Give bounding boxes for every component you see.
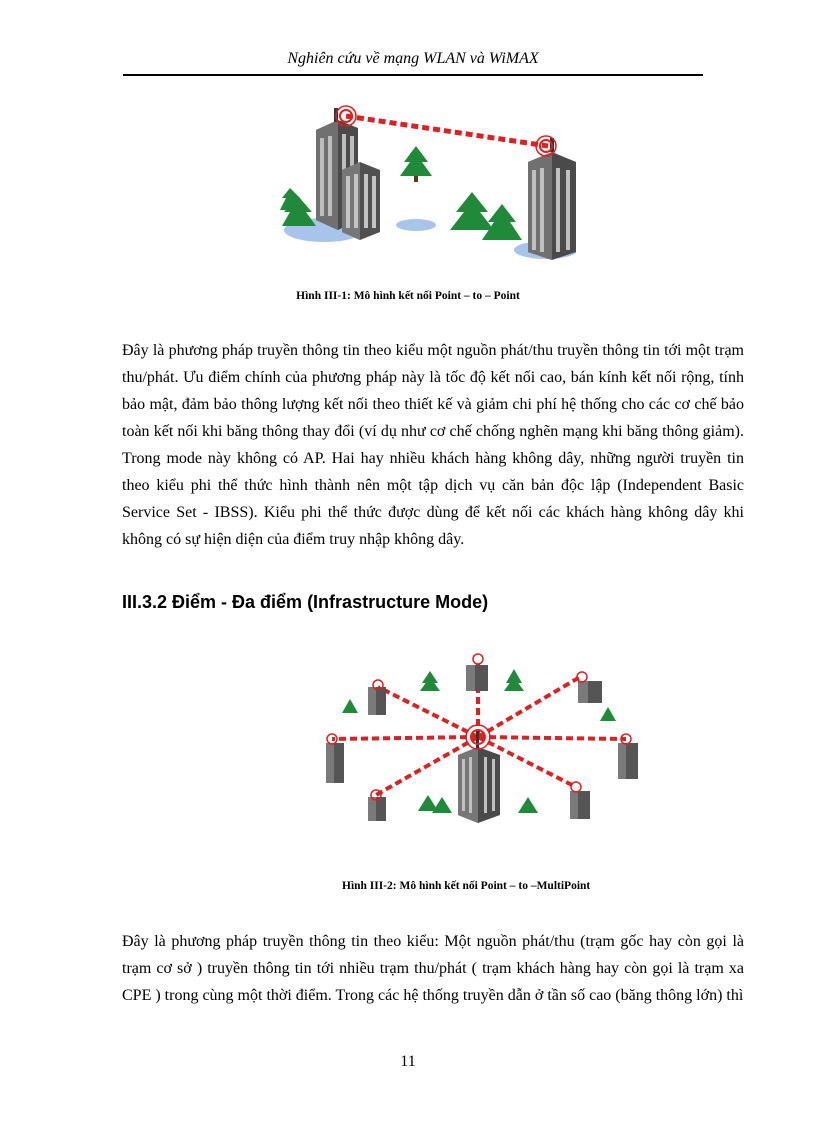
client-building	[326, 734, 344, 783]
tree-icon	[450, 192, 522, 240]
header-divider	[123, 74, 703, 76]
base-station-building	[458, 725, 500, 823]
client-building	[368, 680, 386, 715]
building-right	[528, 152, 576, 260]
page-header-title: Nghiên cứu về mạng WLAN và WiMAX	[287, 50, 539, 67]
body-paragraph-1: Đây là phương pháp truyền thông tin theo kiểu một nguồn phát/thu truyền thông tin tới một trạm thu/phát. Ưu điểm chính của phương pháp này là tốc độ kết nối cao, bán kính kết nối rộng, tính bảo mật, đảm bảo thông lượng kết nối theo thiết kế và giảm chi phí hệ thống cho các cơ chế bảo toàn kết nối khi băng thông thay đổi (ví dụ như cơ chế chống nghẽn mạng khi băng thông giảm). Trong mode này không có AP. Hai hay nhiều khách hàng không dây, những người truyền tin theo kiểu phi thể thức hình thành nên một tập dịch vụ căn bản độc lập (Independent Basic Service Set - IBSS). Kiểu phi thể thức được dùng để kết nối các khách hàng không dây khi không có sự hiện diện của điểm truy nhập không dây.	[122, 342, 744, 548]
figure-2-caption: Hình III-2: Mô hình kết nối Point – to –MultiPoint	[342, 880, 591, 892]
figure-1-caption: Hình III-1: Mô hình kết nối Point – to – Point	[296, 290, 520, 302]
building-left-short	[342, 162, 380, 240]
wireless-link	[346, 116, 548, 146]
figure-point-to-point	[276, 100, 576, 260]
client-building	[570, 782, 590, 819]
client-building	[466, 654, 488, 691]
body-paragraph-2: Đây là phương pháp truyền thông tin theo kiểu: Một nguồn phát/thu (trạm gốc hay còn gọi là trạm cơ sở ) truyền thông tin tới nhiều trạm thu/phát ( trạm khách hàng hay còn gọi là trạm xa CPE ) trong cùng một thời điểm. Trong các hệ thống truyền dẫn ở tần số cao (băng thông lớn) thì	[122, 933, 744, 1004]
figure-point-to-multipoint	[318, 647, 648, 825]
client-building	[577, 672, 602, 703]
page-number: 11	[400, 1053, 416, 1070]
tree-icon	[400, 146, 432, 182]
section-heading: III.3.2 Điểm - Đa điểm (Infrastructure Mode)	[122, 592, 489, 612]
tree-icon	[280, 188, 316, 226]
client-building	[618, 734, 638, 779]
